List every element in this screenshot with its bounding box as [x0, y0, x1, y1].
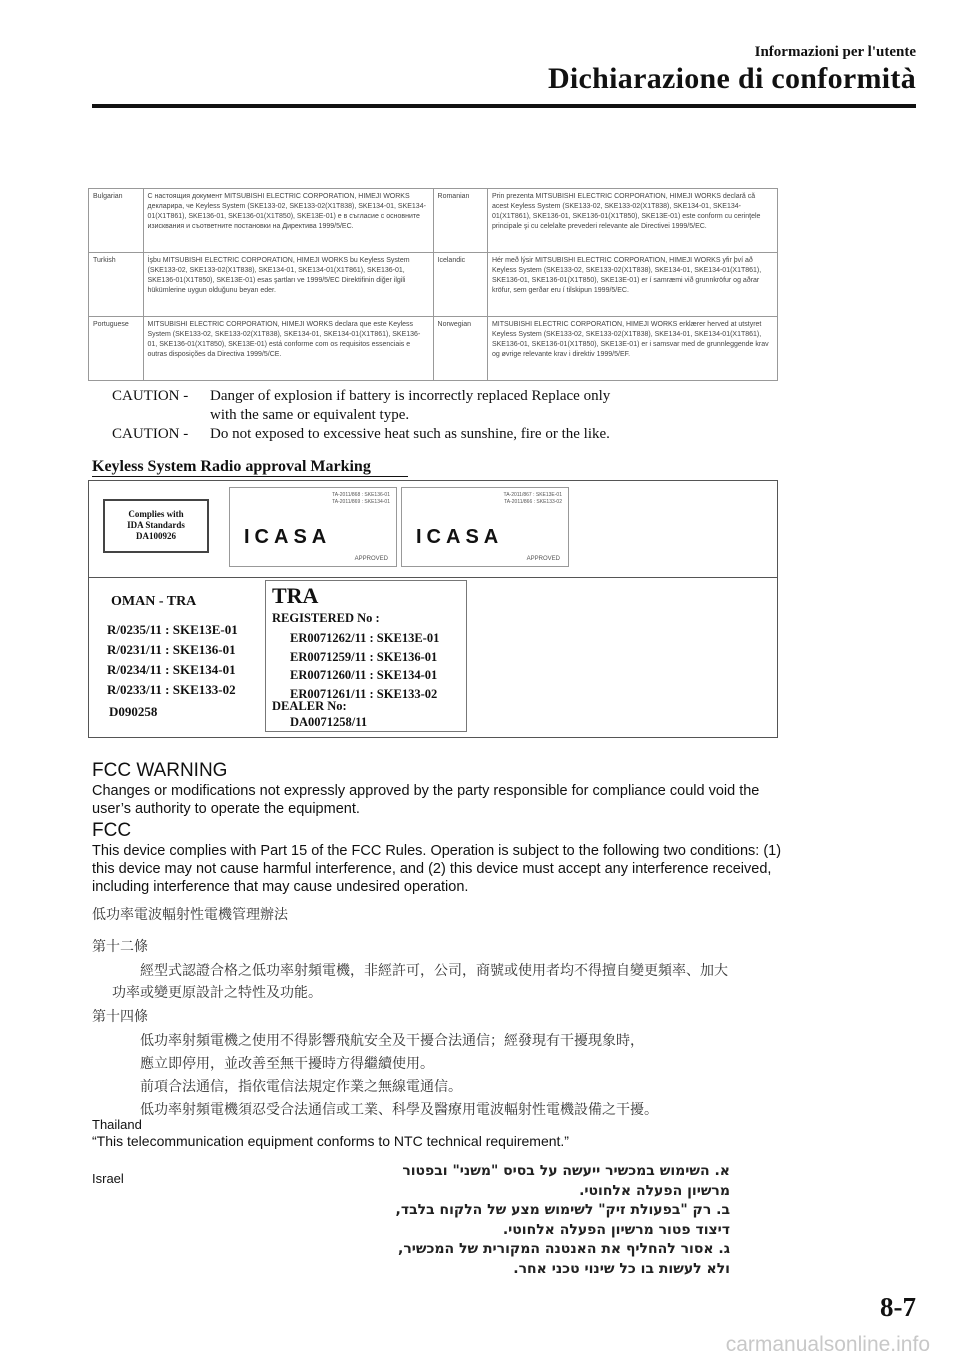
fcc-warning-text: Changes or modifications not expressly approved by the party responsible for compliance could void the user’s authority to operate the equipment.	[92, 783, 760, 817]
icasa-number: TA-2011/868 : SKE136-01	[332, 492, 390, 498]
marking-title: Keyless System Radio approval Marking	[92, 458, 371, 475]
caution-heat	[112, 425, 610, 444]
icasa-label	[401, 487, 569, 567]
israel-label: Israel	[92, 1171, 124, 1186]
tra-reg: ER0071262/11 : SKE13E-01	[290, 631, 440, 645]
taiwan-line: 前項合法通信，指依電信法規定作業之無線電通信。	[140, 1079, 462, 1095]
page-title: Dichiarazione di conformità	[547, 62, 916, 95]
oman-reg: R/0233/11 : SKE133-02	[107, 682, 236, 697]
taiwan-article-14: 第十四條	[92, 1009, 148, 1025]
tra-reg: ER0071261/11 : SKE133-02	[290, 686, 438, 701]
page-number: 8-7	[880, 1292, 916, 1322]
caution-text: Danger of explosion if battery is incorrectly replaced Replace only	[210, 388, 611, 404]
tra-title: TRA	[272, 583, 319, 608]
fcc-text: This device complies with Part 15 of the FCC Rules. Operation is subject to the following two conditions: (1) this device may not cause harmful interference, and (2) this device must accept any interference received, including interference that may cause undesired operation.	[92, 843, 782, 895]
caution-text: Do not exposed to excessive heat such as sunshine, fire or the like.	[210, 426, 610, 442]
approval-marking-box	[88, 480, 778, 738]
lang-cell: Norwegian	[433, 317, 487, 381]
ida-line: Complies with	[128, 509, 184, 519]
taiwan-line: 低功率射頻電機須忍受合法通信或工業、科學及醫療用電波輻射性電機設備之干擾。	[140, 1102, 658, 1118]
taiwan-article-12-text: 經型式認證合格之低功率射頻電機，非經許可，公司，商號或使用者均不得擅自變更頻率、加大功率或變更原設計之特性及功能。	[112, 963, 728, 1001]
lang-cell: Portuguese	[89, 317, 144, 381]
icasa-approved: APPROVED	[354, 556, 388, 562]
israel-text	[150, 1162, 730, 1279]
lang-cell: Turkish	[89, 253, 144, 317]
taiwan-title: 低功率電波輻射性電機管理辦法	[92, 907, 288, 923]
taiwan-article-14-text	[112, 1030, 752, 1122]
fcc-title: FCC	[92, 820, 132, 841]
watermark: carmanualsonline.info	[725, 1333, 930, 1356]
tra-label	[265, 580, 467, 732]
icasa-logo: ICASA	[244, 526, 332, 548]
israel-line: א. השימוש במכשיר ייעשה על בסיס "משני" ובפטור	[402, 1163, 730, 1179]
ida-label	[103, 499, 209, 553]
icasa-number: TA-2011/869 : SKE134-01	[332, 499, 390, 505]
oman-dealer: D090258	[109, 704, 158, 719]
marking-row-top	[89, 481, 777, 578]
tra-registrations	[290, 629, 439, 703]
table-row	[89, 253, 778, 317]
icasa-numbers	[504, 492, 562, 506]
declaration-cell: İşbu MITSUBISHI ELECTRIC CORPORATION, HIMEJI WORKS bu Keyless System (SKE133-02, SKE133-02(X1T838), SKE134-01, SKE134-01(X1T861), SKE136-01, SKE136-01(X1T850), SKE13E-01) esas şartları ve 1999/5/EC Direktifinin diğer ilgili hükümlerine uygun olduğunu beyan eder.	[143, 253, 433, 317]
table-row	[89, 317, 778, 381]
declaration-cell: Hér með lýsir MITSUBISHI ELECTRIC CORPORATION, HIMEJI WORKS yfir því að Keyless System (SKE133-02, SKE133-02(X1T838), SKE134-01, SKE134-01(X1T861), SKE136-01, SKE136-01(X1T850), SKE13E-01) er í samræmi við grunnkröfur og aðrar kröfur, sem gerðar eru í tilskipun 1999/5/EC.	[487, 253, 777, 317]
lang-cell: Icelandic	[433, 253, 487, 317]
taiwan-line: 低功率射頻電機之使用不得影響飛航安全及干擾合法通信；經發現有干擾現象時，	[140, 1033, 644, 1049]
declaration-cell: MITSUBISHI ELECTRIC CORPORATION, HIMEJI WORKS erklærer herved at utstyret Keyless System (SKE133-02, SKE133-02(X1T838), SKE134-01, SKE134-01(X1T861), SKE136-01, SKE136-01(X1T850), SKE13E-01) er i samsvar med de grunnleggende krav og øvrige relevante krav i direktiv 1999/5/EF.	[487, 317, 777, 381]
oman-registrations	[107, 620, 238, 700]
caution-text-cont: with the same or equivalent type.	[210, 407, 410, 423]
section-label: Informazioni per l'utente	[754, 44, 916, 60]
caution-label: CAUTION -	[112, 426, 189, 442]
declaration-table	[88, 188, 778, 381]
icasa-approved: APPROVED	[526, 556, 560, 562]
taiwan-article-12: 第十二條	[92, 939, 148, 955]
thailand-title: Thailand	[92, 1117, 142, 1132]
israel-line: דיצוד פטור מרשיון הפעלה אלחוטי.	[502, 1221, 730, 1238]
marking-title-underline	[92, 476, 408, 477]
tra-registered-heading: REGISTERED No :	[272, 611, 380, 625]
israel-line: ג. אסור להחליף את האנטנה המקורית של המכשיר,	[398, 1241, 730, 1257]
thailand-text: “This telecommunication equipment conforms to NTC technical requirement.”	[92, 1133, 569, 1149]
icasa-number: TA-2011/867 : SKE13E-01	[503, 492, 562, 498]
header-rule	[92, 104, 916, 108]
lang-cell: Romanian	[433, 189, 487, 253]
israel-line: ב. רק "בפעולת זיק" לשימוש מצע של הלקוח בלבד,	[395, 1202, 730, 1218]
tra-dealer-number: DA0071258/11	[290, 715, 368, 729]
israel-line: ולא לעשות בו כל שינוי טכני אחר.	[513, 1260, 730, 1277]
tra-reg: ER0071260/11 : SKE134-01	[290, 668, 438, 682]
oman-tra-label	[89, 578, 261, 738]
declaration-cell: MITSUBISHI ELECTRIC CORPORATION, HIMEJI WORKS declara que este Keyless System (SKE133-02, SKE133-02(X1T838), SKE134-01, SKE134-01(X1T861), SKE136-01, SKE136-01(X1T850), SKE13E-01) está conforme com os requisitos essenciais e outras disposições da Directiva 1999/5/CE.	[143, 317, 433, 381]
ida-line: DA100926	[136, 531, 176, 541]
oman-reg: R/0235/11 : SKE13E-01	[107, 622, 238, 637]
fcc-warning-title: FCC WARNING	[92, 760, 228, 781]
icasa-logo: ICASA	[416, 526, 504, 548]
oman-title: OMAN - TRA	[111, 594, 197, 609]
israel-line: מרשיון הפעלה אלחוטי.	[579, 1182, 730, 1199]
oman-reg: R/0234/11 : SKE134-01	[107, 662, 236, 677]
caution-label: CAUTION -	[112, 388, 189, 404]
tra-dealer-label: DEALER No:	[272, 699, 347, 713]
lang-cell: Bulgarian	[89, 189, 144, 253]
oman-reg: R/0231/11 : SKE136-01	[107, 642, 236, 657]
declaration-cell: С настоящия документ MITSUBISHI ELECTRIC CORPORATION, HIMEJI WORKS декларира, че Keyless System (SKE133-02, SKE133-02(X1T838), SKE134-01, SKE134-01(X1T861), SKE136-01, SKE136-01(X1T850), SKE13E-01) е в съгласие с основните изисквания и съответните постановки на Директива 1999/5/EC.	[143, 189, 433, 253]
icasa-label	[229, 487, 397, 567]
ida-line: IDA Standards	[127, 520, 185, 530]
icasa-number: TA-2011/866 : SKE133-02	[504, 499, 562, 505]
tra-reg: ER0071259/11 : SKE136-01	[290, 649, 438, 664]
declaration-cell: Prin prezenta MITSUBISHI ELECTRIC CORPORATION, HIMEJI WORKS declară că acest Keyless System (SKE133-02, SKE133-02(X1T838), SKE134-01, SKE134-01(X1T861), SKE136-01, SKE136-01(X1T850), SKE13E-01) este conform cu cerinţele principale şi cu celelalte prevederi relevante ale Directivei 1999/5/EC.	[487, 189, 777, 253]
caution-battery	[112, 387, 610, 425]
taiwan-line: 應立即停用，並改善至無干擾時方得繼續使用。	[140, 1056, 434, 1072]
table-row	[89, 189, 778, 253]
icasa-numbers	[332, 492, 390, 506]
